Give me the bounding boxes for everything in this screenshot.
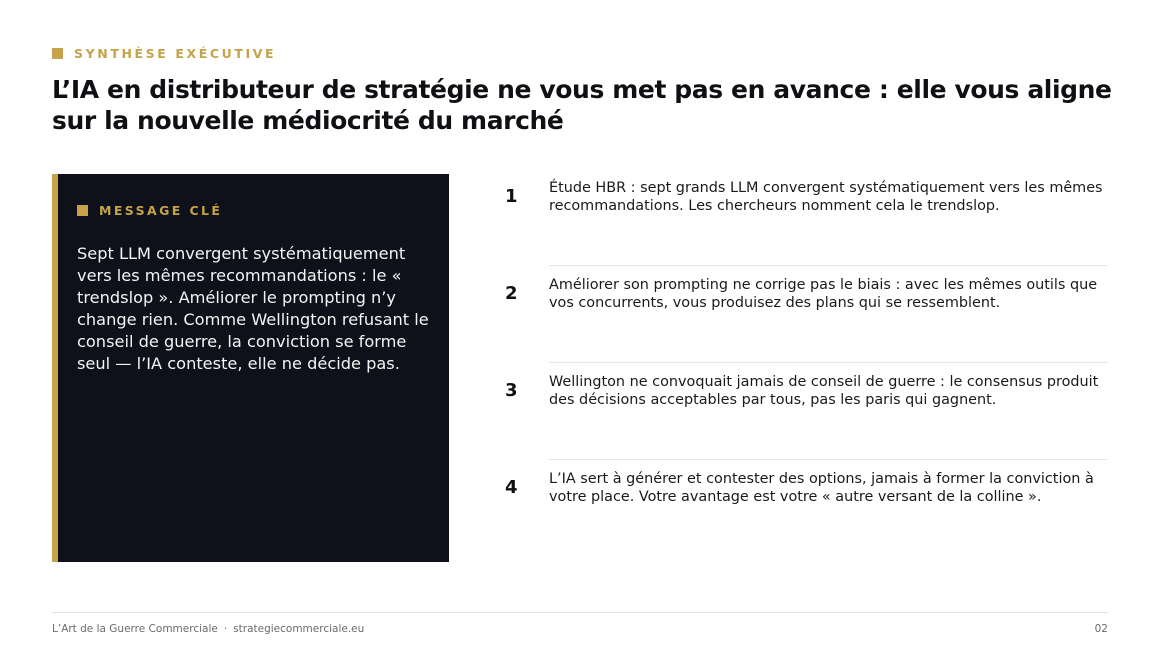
footer-website: strategiecommerciale.eu — [233, 623, 365, 635]
key-points-list — [505, 174, 1108, 562]
list-item — [505, 368, 1108, 465]
gold-square-icon — [77, 205, 88, 216]
key-message-card — [52, 174, 449, 562]
list-item — [505, 465, 1108, 562]
point-text: Améliorer son prompting ne corrige pas le biais : avec les mêmes outils que vos concurrents, vous produisez des plans qui se ressemblent. — [549, 277, 1098, 311]
divider — [549, 362, 1108, 363]
page-title: L’IA en distributeur de stratégie ne vous met pas en avance : elle vous aligne sur la nouvelle médiocrité du marché — [52, 75, 1112, 135]
list-item — [505, 174, 1108, 271]
point-text: Wellington ne convoquait jamais de conseil de guerre : le consensus produit des décisions acceptables par tous, pas les paris qui gagnent. — [549, 374, 1099, 408]
list-item — [505, 271, 1108, 368]
footer-credits — [52, 623, 364, 635]
gold-square-icon — [52, 48, 63, 59]
eyebrow-label: SYNTHÈSE EXÉCUTIVE — [74, 46, 277, 61]
footer-brand: L’Art de la Guerre Commerciale — [52, 623, 218, 635]
point-number: 3 — [505, 380, 518, 401]
key-message-header — [77, 203, 222, 218]
section-eyebrow — [52, 46, 276, 61]
point-number: 1 — [505, 186, 518, 207]
point-number: 4 — [505, 477, 518, 498]
point-text: L’IA sert à générer et contester des options, jamais à former la conviction à votre place. Votre avantage est votre « autre versant de la colline ». — [549, 471, 1094, 505]
point-number: 2 — [505, 283, 518, 304]
point-text: Étude HBR : sept grands LLM convergent systématiquement vers les mêmes recommandations. Les chercheurs nomment cela le trendslop. — [549, 180, 1103, 214]
footer-divider — [52, 612, 1108, 613]
key-message-label: MESSAGE CLÉ — [99, 203, 223, 218]
divider — [549, 459, 1108, 460]
page-number: 02 — [1094, 623, 1108, 635]
divider — [549, 265, 1108, 266]
footer-separator: · — [223, 623, 228, 635]
key-message-text: Sept LLM convergent systématiquement vers les mêmes recommandations : le « trendslop ». Améliorer le prompting n’y change rien. Comme Wellington refusant le conseil de guerre, la conviction se forme seul — l’IA conteste, elle ne décide pas. — [77, 244, 429, 373]
